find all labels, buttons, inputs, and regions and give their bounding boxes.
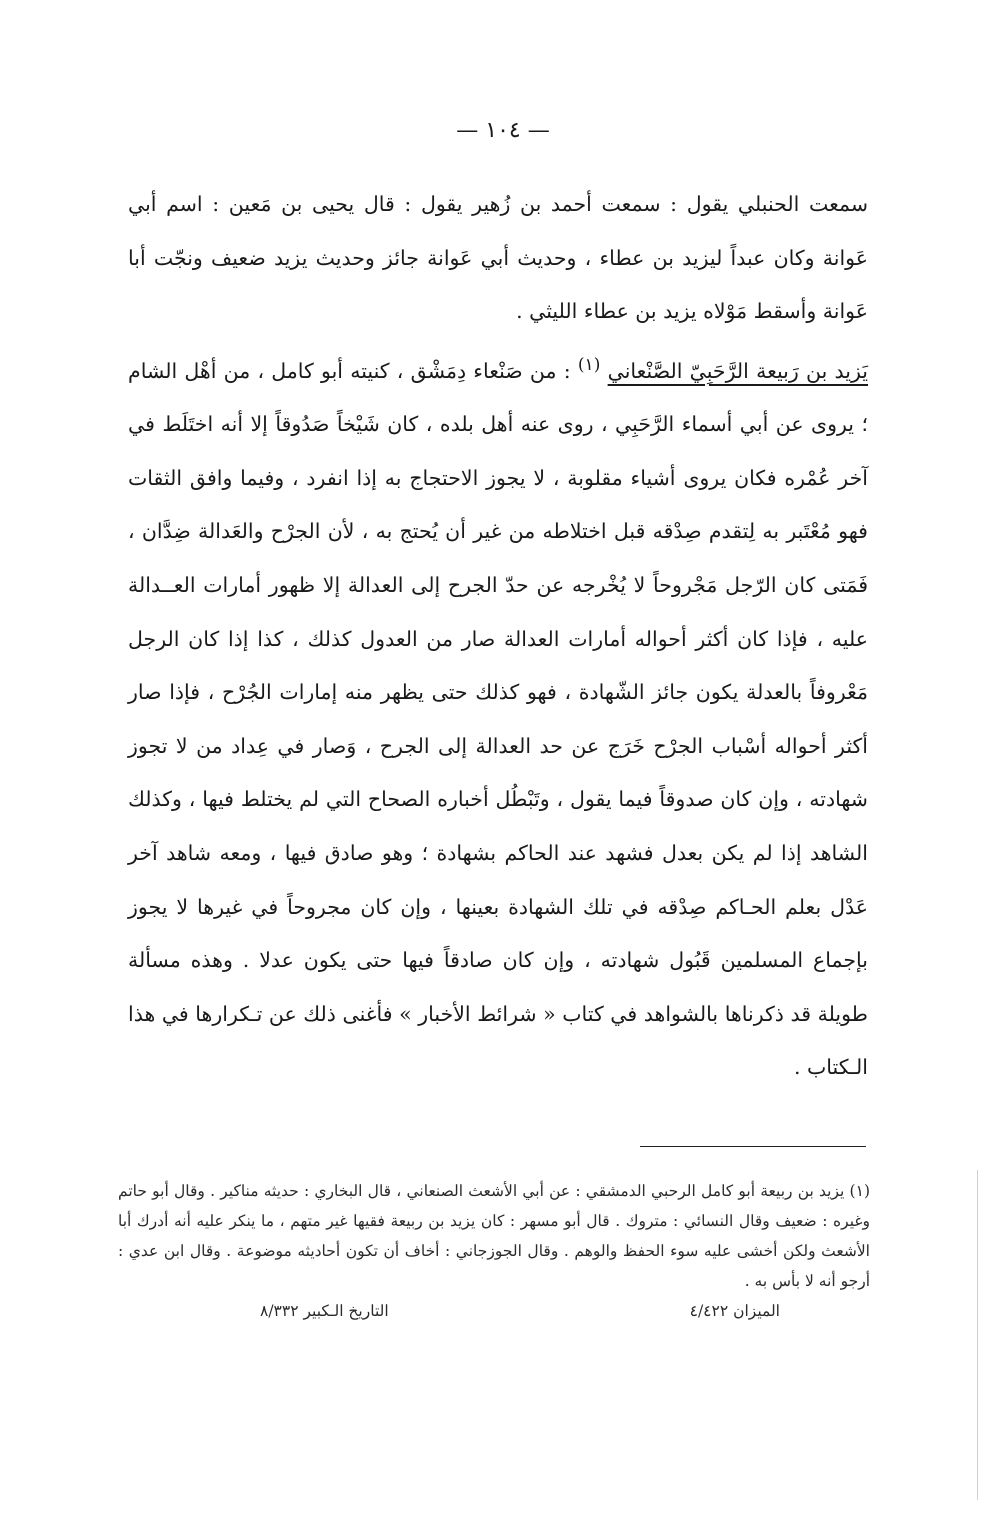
reference-tarikh: التاريخ الـكبير ٨/٣٣٢ — [260, 1302, 389, 1320]
paragraph-intro: سمعت الحنبلي يقول : سمعت أحمد بن زُهير يقول : قال يحيى بن مَعين : اسم أبي عَوانة وكان عبداً ليزيد بن عطاء ، وحديث أبي عَوانة جائز وحديث يزيد ضعيف ونجّت أبا عَوانة وأسقط مَوْلاه يزيد بن عطاء الليثي . — [128, 192, 868, 324]
footnote-text: (١) يزيد بن ربيعة أبو كامل الرحبي الدمشقي : عن أبي الأشعث الصنعاني ، قال البخاري : حديثه مناكير . وقال أبو حاتم وغيره : ضعيف وقال النسائي : متروك . قال أبو مسهر : كان يزيد بن ربيعة فقيها غير متهم ، ما ينكر عليه أنه أدرك أبا الأشعث ولكن أخشى عليه سوء الحفظ والوهم . وقال الجوزجاني : أخاف أن تكون أحاديثه موضوعة . وقال ابن عدي : أرجو أنه لا بأس به . — [118, 1182, 870, 1290]
footnote-divider — [640, 1146, 866, 1147]
reference-mizan: الميزان ٤/٤٢٢ — [689, 1302, 780, 1320]
paragraph-entry — [128, 339, 868, 1095]
page-number: — ١٠٤ — — [456, 118, 550, 143]
main-text — [128, 178, 868, 1095]
footnote-marker[interactable]: (١) — [577, 354, 601, 375]
footnotes-section — [118, 1176, 870, 1326]
footnote-references — [260, 1296, 780, 1326]
page-edge-line — [977, 1170, 978, 1500]
entry-heading: يَزيد بن رَبيعة الرَّحَبِيّ الصَّنْعاني — [607, 358, 868, 383]
entry-text: : من صَنْعاء دِمَشْق ، كنيته أبو كامل ، من أهْل الشام ؛ يروى عن أبي أسماء الرَّحَبِي ، روى عنه أهل بلده ، كان شَيْخاً صَدُوقاً إلا أنه اختَلَط في آخر عُمْره فكان يروى أشياء مقلوبة ، لا يجوز الاحتجاج به إذا انفرد ، وفيما وافق الثقات فهو مُعْتَبر به لِتقدم صِدْقه قبل اختلاطه من غير أن يُحتج به ، لأن الجرْح والعَدالة ضِدَّان ، فَمَتى كان الرّجل مَجْروحاً لا يُخْرجه عن حدّ الجرح إلى العدالة إلا ظهور أمارات العــدالة عليه ، فإذا كان أكثر أحواله أمارات العدالة صار من العدول كذلك ، كذا إذا كان الرجل مَعْروفاً بالعدلة يكون جائز الشّهادة ، فهو كذلك حتى يظهر منه إمارات الجُرْح ، فإذا صار أكثر أحواله أسْباب الجرْح خَرَج عن حد العدالة إلى الجرح ، وَصار في عِداد من لا تجوز شهادته ، وإن كان صدوقاً فيما يقول ، وتَبْطُل أخباره الصحاح التي لم يختلط فيها ، وكذلك الشاهد إذا لم يكن بعدل فشهد عند الحاكم بشهادة ؛ وهو صادق فيها ، ومعه شاهد آخر عَدْل بعلم الحـاكم صِدْقه في تلك الشهادة بعينها ، وإن كان مجروحاً في غيرها لا يجوز بإجماع المسلمين قَبُول شهادته ، وإن كان صادقاً فيها حتى يكون عدلا . وهذه مسألة طويلة قد ذكرناها بالشواهد في كتاب « شرائط الأخبار » فأغنى ذلك عن تـكرارها في هذا الـكتاب . — [128, 358, 868, 1080]
